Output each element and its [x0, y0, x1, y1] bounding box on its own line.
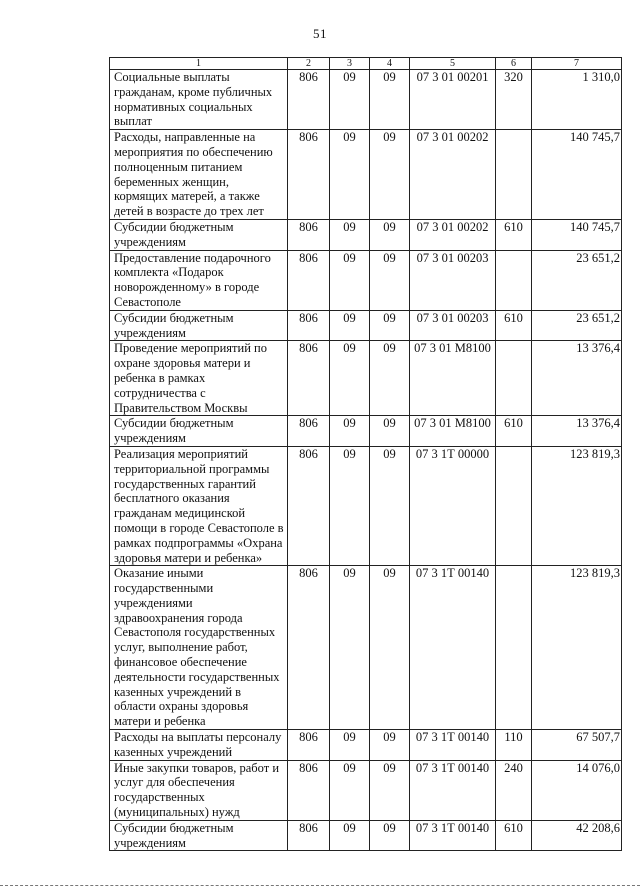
cell-expense-type: 610	[496, 310, 532, 341]
cell-amount: 14 076,0	[532, 760, 622, 820]
cell-target: 07 3 01 00202	[410, 130, 496, 220]
cell-ministry: 806	[288, 130, 330, 220]
scan-edge-divider	[0, 885, 640, 886]
cell-ministry: 806	[288, 760, 330, 820]
cell-ministry: 806	[288, 341, 330, 416]
cell-section: 09	[330, 130, 370, 220]
cell-section: 09	[330, 416, 370, 447]
cell-expense-type: 610	[496, 219, 532, 250]
cell-ministry: 806	[288, 566, 330, 730]
cell-section: 09	[330, 219, 370, 250]
header-row	[110, 58, 622, 70]
cell-amount: 140 745,7	[532, 130, 622, 220]
cell-target: 07 3 1Т 00140	[410, 760, 496, 820]
cell-ministry: 806	[288, 820, 330, 851]
table-row	[110, 130, 622, 220]
cell-subsection: 09	[370, 219, 410, 250]
cell-section: 09	[330, 250, 370, 310]
table-row	[110, 250, 622, 310]
cell-subsection: 09	[370, 730, 410, 761]
cell-expense-type: 610	[496, 416, 532, 447]
cell-section: 09	[330, 70, 370, 130]
cell-amount: 123 819,3	[532, 446, 622, 565]
cell-expense-type	[496, 341, 532, 416]
table-row	[110, 219, 622, 250]
header-cell-section: 3	[330, 58, 370, 70]
budget-table	[109, 57, 622, 851]
header-cell-amount: 7	[532, 58, 622, 70]
cell-amount: 13 376,4	[532, 416, 622, 447]
table-row	[110, 820, 622, 851]
cell-name: Субсидии бюджетным учреждениям	[110, 219, 288, 250]
cell-subsection: 09	[370, 566, 410, 730]
cell-subsection: 09	[370, 310, 410, 341]
cell-ministry: 806	[288, 416, 330, 447]
cell-ministry: 806	[288, 219, 330, 250]
cell-subsection: 09	[370, 820, 410, 851]
header-cell-ministry: 2	[288, 58, 330, 70]
cell-expense-type: 610	[496, 820, 532, 851]
table-row	[110, 416, 622, 447]
table-row	[110, 566, 622, 730]
cell-amount: 1 310,0	[532, 70, 622, 130]
cell-subsection: 09	[370, 70, 410, 130]
cell-subsection: 09	[370, 250, 410, 310]
table-row	[110, 310, 622, 341]
table-row	[110, 70, 622, 130]
cell-section: 09	[330, 566, 370, 730]
page-number: 51	[313, 26, 327, 41]
cell-target: 07 3 01 00202	[410, 219, 496, 250]
cell-expense-type	[496, 250, 532, 310]
cell-name: Субсидии бюджетным учреждениям	[110, 820, 288, 851]
cell-ministry: 806	[288, 730, 330, 761]
cell-ministry: 806	[288, 446, 330, 565]
cell-name: Иные закупки товаров, работ и услуг для обеспечения государственных (муниципальных) нужд	[110, 760, 288, 820]
cell-target: 07 3 01 M8100	[410, 341, 496, 416]
cell-section: 09	[330, 341, 370, 416]
header-cell-expense-type: 6	[496, 58, 532, 70]
cell-amount: 67 507,7	[532, 730, 622, 761]
cell-name: Оказание иными государственными учреждениями здравоохранения города Севастополя государственных услуг, выполнение работ, финансовое обеспечение деятельности государственных казенных учреждений в области охраны здоровья матери и ребенка	[110, 566, 288, 730]
cell-target: 07 3 01 00203	[410, 250, 496, 310]
cell-expense-type: 110	[496, 730, 532, 761]
table-row	[110, 730, 622, 761]
cell-section: 09	[330, 760, 370, 820]
cell-target: 07 3 01 00203	[410, 310, 496, 341]
cell-ministry: 806	[288, 250, 330, 310]
cell-name: Предоставление подарочного комплекта «Подарок новорожденному» в городе Севастополе	[110, 250, 288, 310]
cell-amount: 140 745,7	[532, 219, 622, 250]
cell-amount: 42 208,6	[532, 820, 622, 851]
cell-name: Субсидии бюджетным учреждениям	[110, 310, 288, 341]
cell-ministry: 806	[288, 70, 330, 130]
cell-expense-type	[496, 130, 532, 220]
cell-name: Расходы, направленные на мероприятия по обеспечению полноценным питанием беременных женщин, кормящих матерей, а также детей в возрасте до трех лет	[110, 130, 288, 220]
cell-target: 07 3 01 00201	[410, 70, 496, 130]
cell-section: 09	[330, 310, 370, 341]
cell-subsection: 09	[370, 130, 410, 220]
cell-amount: 13 376,4	[532, 341, 622, 416]
cell-subsection: 09	[370, 416, 410, 447]
cell-subsection: 09	[370, 446, 410, 565]
table-row	[110, 446, 622, 565]
cell-amount: 23 651,2	[532, 250, 622, 310]
cell-expense-type: 240	[496, 760, 532, 820]
cell-name: Реализация мероприятий территориальной программы государственных гарантий бесплатного оказания гражданам медицинской помощи в городе Севастополе в рамках подпрограммы «Охрана здоровья матери и ребенка»	[110, 446, 288, 565]
cell-target: 07 3 01 M8100	[410, 416, 496, 447]
table-body	[110, 70, 622, 851]
cell-subsection: 09	[370, 341, 410, 416]
cell-amount: 23 651,2	[532, 310, 622, 341]
cell-target: 07 3 1Т 00140	[410, 820, 496, 851]
cell-section: 09	[330, 730, 370, 761]
cell-target: 07 3 1Т 00140	[410, 730, 496, 761]
cell-name: Расходы на выплаты персоналу казенных учреждений	[110, 730, 288, 761]
cell-expense-type	[496, 446, 532, 565]
cell-name: Субсидии бюджетным учреждениям	[110, 416, 288, 447]
cell-section: 09	[330, 820, 370, 851]
cell-target: 07 3 1Т 00000	[410, 446, 496, 565]
cell-section: 09	[330, 446, 370, 565]
header-cell-name: 1	[110, 58, 288, 70]
cell-ministry: 806	[288, 310, 330, 341]
cell-target: 07 3 1Т 00140	[410, 566, 496, 730]
header-cell-subsection: 4	[370, 58, 410, 70]
table-row	[110, 760, 622, 820]
cell-expense-type: 320	[496, 70, 532, 130]
cell-name: Социальные выплаты гражданам, кроме публичных нормативных социальных выплат	[110, 70, 288, 130]
cell-subsection: 09	[370, 760, 410, 820]
header-cell-target: 5	[410, 58, 496, 70]
table-row	[110, 341, 622, 416]
cell-expense-type	[496, 566, 532, 730]
cell-amount: 123 819,3	[532, 566, 622, 730]
cell-name: Проведение мероприятий по охране здоровья матери и ребенка в рамках сотрудничества с Правительством Москвы	[110, 341, 288, 416]
